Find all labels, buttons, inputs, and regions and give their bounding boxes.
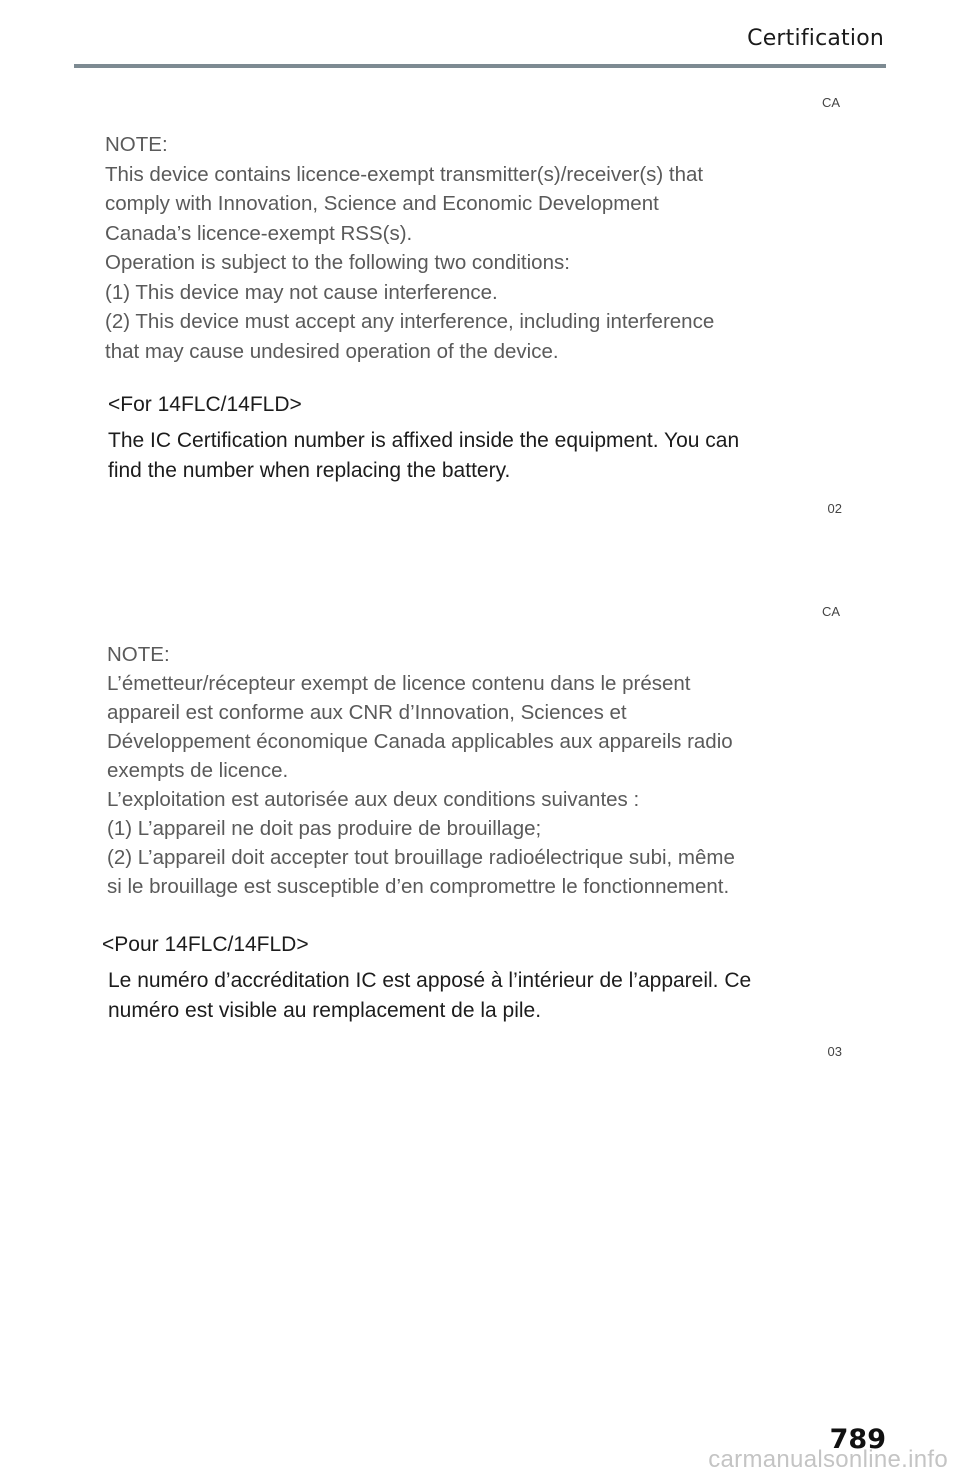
note-line: (2) This device must accept any interference, including interference [105, 310, 715, 333]
watermark-text: carmanualsonline.info [708, 1446, 948, 1473]
note-line: This device contains licence-exempt transmitter(s)/receiver(s) that [105, 162, 704, 186]
note-line: L’émetteur/récepteur exempt de licence contenu dans le présent [107, 672, 691, 695]
note-line: that may cause undesired operation of the device. [105, 339, 559, 363]
note-line: si le brouillage est susceptible d’en compromettre le fonctionnement. [107, 875, 730, 898]
model-section-en [108, 390, 739, 486]
note-line: appareil est conforme aux CNR d’Innovation, Sciences et [107, 701, 627, 724]
region-tag-fr: CA [821, 604, 840, 619]
note-line: exempts de licence. [107, 759, 289, 782]
model-heading: <For 14FLC/14FLD> [108, 393, 302, 416]
note-line: NOTE: [107, 643, 170, 666]
note-line: (1) This device may not cause interference. [105, 280, 498, 304]
model-section-fr [102, 930, 751, 1026]
note-block-fr [107, 640, 735, 901]
note-line: Canada’s licence-exempt RSS(s). [105, 221, 413, 245]
body-line: Le numéro d’accréditation IC est apposé à l’intérieur de l’appareil. Ce [108, 969, 752, 992]
body-line: find the number when replacing the battery. [108, 459, 511, 482]
body-line: numéro est visible au remplacement de la pile. [108, 999, 542, 1022]
code-label-en: 02 [827, 501, 842, 516]
note-line: (2) L’appareil doit accepter tout brouillage radioélectrique subi, même [107, 846, 735, 869]
note-line: (1) L’appareil ne doit pas produire de brouillage; [107, 817, 542, 840]
note-line: NOTE: [105, 133, 168, 156]
code-label-fr: 03 [827, 1044, 842, 1059]
note-line: L’exploitation est autorisée aux deux conditions suivantes : [107, 788, 640, 811]
region-tag-en: CA [821, 95, 840, 110]
note-line: Développement économique Canada applicables aux appareils radio [107, 730, 733, 753]
model-heading: <Pour 14FLC/14FLD> [102, 933, 309, 956]
page-number: 789 [829, 1424, 886, 1455]
note-line: comply with Innovation, Science and Economic Development [105, 192, 659, 215]
body-line: The IC Certification number is affixed inside the equipment. You can [108, 429, 740, 452]
header-divider [74, 64, 886, 68]
note-block-en [105, 130, 714, 366]
page-header-title: Certification [747, 26, 884, 51]
note-line: Operation is subject to the following two conditions: [105, 251, 570, 274]
